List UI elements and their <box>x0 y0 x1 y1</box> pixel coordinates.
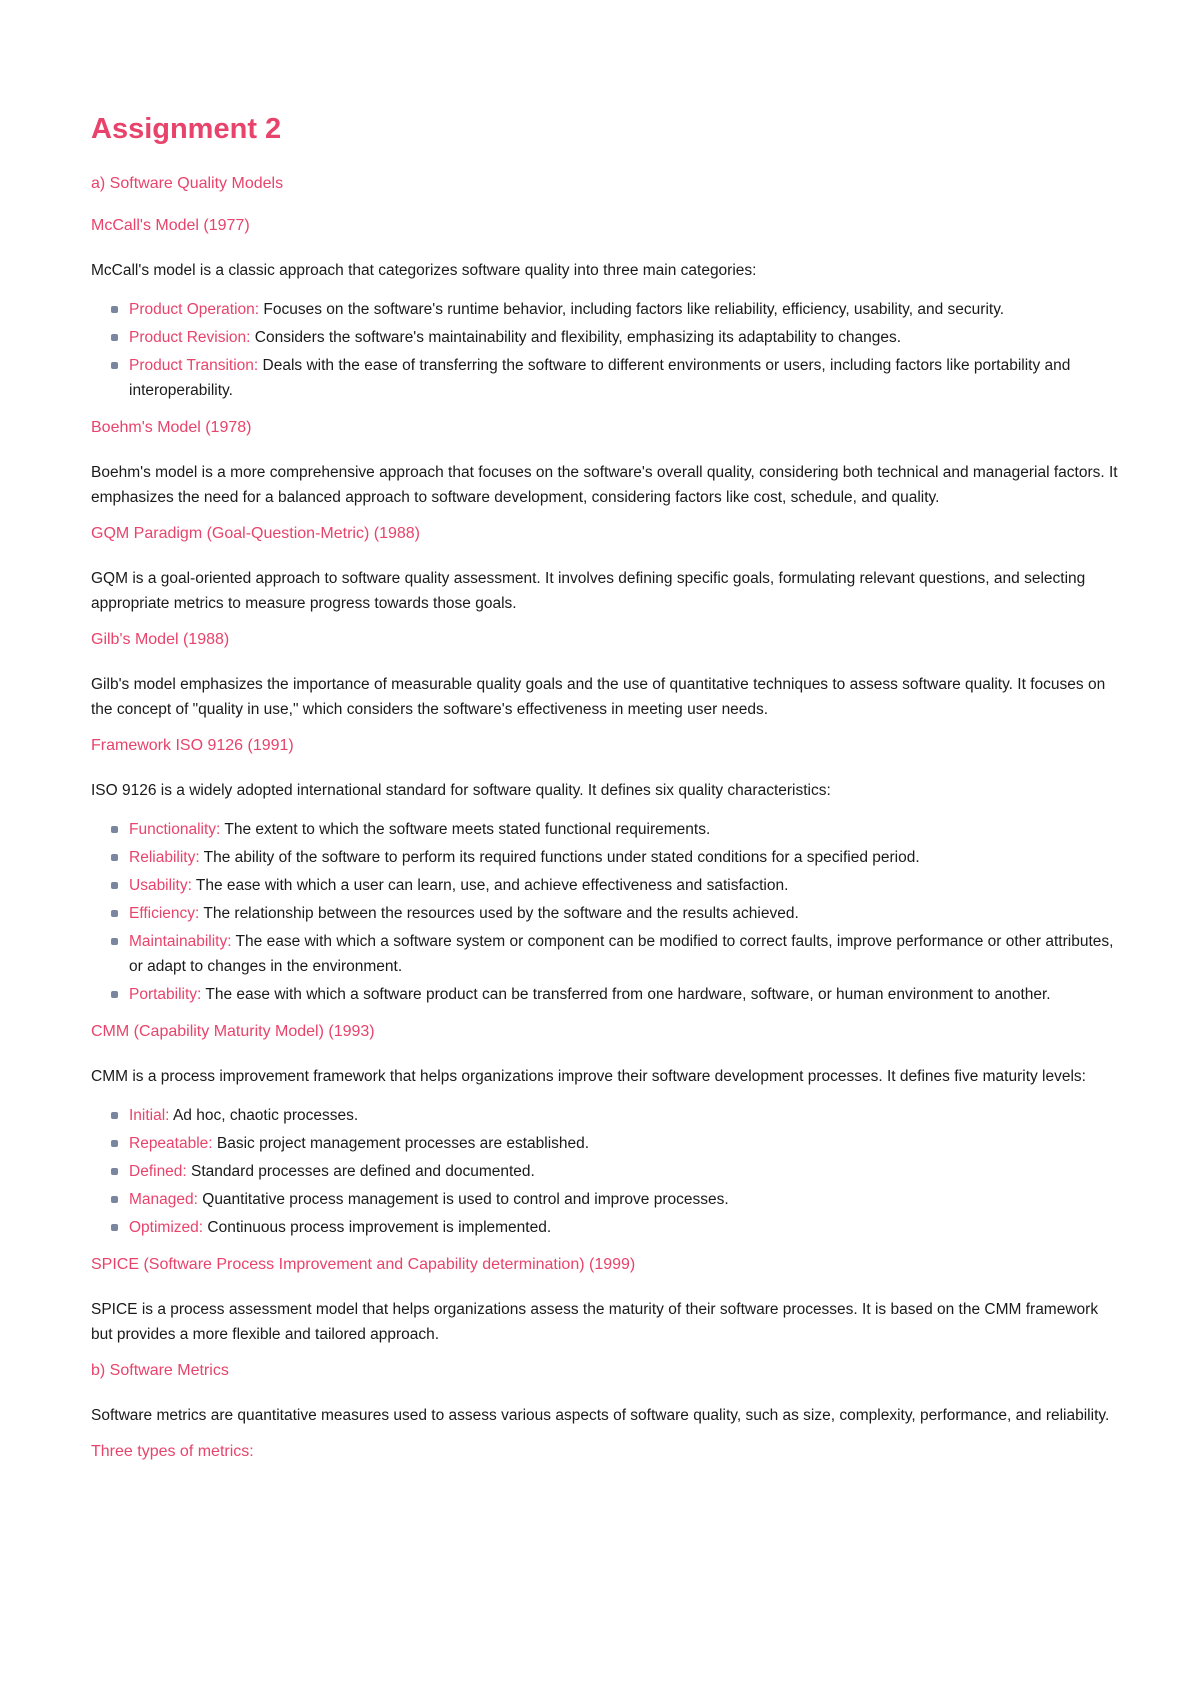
list-item <box>129 1103 1120 1128</box>
item-label: Defined: <box>129 1163 187 1180</box>
item-label: Usability: <box>129 877 192 894</box>
heading-three-types: Three types of metrics: <box>91 1443 254 1460</box>
list-item <box>129 1159 1120 1184</box>
list-item <box>129 325 1120 350</box>
item-label: Efficiency: <box>129 905 200 922</box>
iso-intro: ISO 9126 is a widely adopted international standard for software quality. It defines six quality characteristics: <box>91 782 831 799</box>
item-text: Continuous process improvement is implemented. <box>203 1219 552 1236</box>
item-text: The relationship between the resources used by the software and the results achieved. <box>199 905 799 922</box>
boehm-body: Boehm's model is a more comprehensive approach that focuses on the software's overall quality, considering both technical and managerial factors. It emphasizes the need for a balanced approach to software development, considering factors like cost, schedule, and quality. <box>91 464 1118 506</box>
item-label: Reliability: <box>129 849 200 866</box>
section-heading-quality-models: a) Software Quality Models <box>91 175 284 192</box>
heading-software-metrics: b) Software Metrics <box>91 1362 229 1379</box>
heading-cmm: CMM (Capability Maturity Model) (1993) <box>91 1023 375 1040</box>
item-label: Product Transition: <box>129 357 259 374</box>
item-text: Ad hoc, chaotic processes. <box>169 1107 359 1124</box>
list-item <box>129 817 1120 842</box>
item-label: Product Revision: <box>129 329 251 346</box>
item-text: Quantitative process management is used to control and improve processes. <box>197 1191 729 1208</box>
heading-gilb: Gilb's Model (1988) <box>91 631 230 648</box>
item-label: Product Operation: <box>129 301 260 318</box>
item-label: Optimized: <box>129 1219 204 1236</box>
item-text: Basic project management processes are established. <box>212 1135 590 1152</box>
cmm-list <box>91 1103 1120 1240</box>
item-text: Deals with the ease of transferring the software to different environments or users, including factors like portability and interoperability. <box>129 357 1071 399</box>
iso-list <box>91 817 1120 1007</box>
heading-spice: SPICE (Software Process Improvement and Capability determination) (1999) <box>91 1256 636 1273</box>
heading-gqm: GQM Paradigm (Goal-Question-Metric) (1988) <box>91 525 420 542</box>
item-text: The ease with which a software system or component can be modified to correct faults, improve performance or other attributes, or adapt to changes in the environment. <box>129 933 1114 975</box>
heading-boehm: Boehm's Model (1978) <box>91 419 252 436</box>
mccall-list <box>91 297 1120 403</box>
mccall-intro: McCall's model is a classic approach that categorizes software quality into three main categories: <box>91 262 757 279</box>
item-label: Maintainability: <box>129 933 232 950</box>
heading-iso9126: Framework ISO 9126 (1991) <box>91 737 294 754</box>
heading-mccall: McCall's Model (1977) <box>91 217 250 234</box>
list-item <box>129 1215 1120 1240</box>
item-text: The ability of the software to perform its required functions under stated conditions for a specified period. <box>199 849 920 866</box>
list-item <box>129 1187 1120 1212</box>
item-label: Functionality: <box>129 821 221 838</box>
item-text: Considers the software's maintainability and flexibility, emphasizing its adaptability to changes. <box>250 329 902 346</box>
item-text: Standard processes are defined and documented. <box>186 1163 535 1180</box>
metrics-body: Software metrics are quantitative measures used to assess various aspects of software quality, such as size, complexity, performance, and reliability. <box>91 1407 1110 1424</box>
item-label: Repeatable: <box>129 1135 213 1152</box>
list-item <box>129 1131 1120 1156</box>
document-title: Assignment 2 <box>91 113 282 145</box>
list-item <box>129 297 1120 322</box>
gqm-body: GQM is a goal-oriented approach to software quality assessment. It involves defining specific goals, formulating relevant questions, and selecting appropriate metrics to measure progress towards those goals. <box>91 570 1086 612</box>
spice-body: SPICE is a process assessment model that helps organizations assess the maturity of their software processes. It is based on the CMM framework but provides a more flexible and tailored approach. <box>91 1301 1099 1343</box>
item-text: The ease with which a software product can be transferred from one hardware, software, or human environment to another. <box>201 986 1051 1003</box>
gilb-body: Gilb's model emphasizes the importance of measurable quality goals and the use of quantitative techniques to assess software quality. It focuses on the concept of "quality in use," which considers the software's effectiveness in meeting user needs. <box>91 676 1106 718</box>
item-text: The extent to which the software meets stated functional requirements. <box>220 821 711 838</box>
item-text: The ease with which a user can learn, use, and achieve effectiveness and satisfaction. <box>191 877 789 894</box>
item-text: Focuses on the software's runtime behavior, including factors like reliability, efficiency, usability, and security. <box>259 301 1005 318</box>
item-label: Portability: <box>129 986 202 1003</box>
list-item <box>129 845 1120 870</box>
cmm-intro: CMM is a process improvement framework that helps organizations improve their software development processes. It defines five maturity levels: <box>91 1068 1086 1085</box>
item-label: Managed: <box>129 1191 198 1208</box>
list-item <box>129 873 1120 898</box>
list-item <box>129 901 1120 926</box>
list-item <box>129 929 1120 979</box>
list-item <box>129 982 1120 1007</box>
item-label: Initial: <box>129 1107 170 1124</box>
list-item <box>129 353 1120 403</box>
